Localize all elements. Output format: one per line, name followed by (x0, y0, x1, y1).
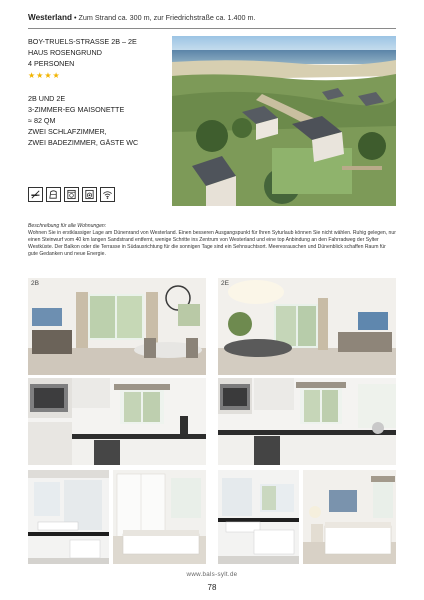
amenity-icons (28, 187, 115, 202)
bedroom-2b-photo (113, 470, 206, 564)
wifi-icon (100, 187, 115, 202)
dishwasher-icon (64, 187, 79, 202)
aerial-photo (172, 36, 396, 206)
bathroom-2b-photo (28, 470, 109, 564)
unit-label-2e: 2E (221, 280, 229, 287)
apartment-size: ≈ 82 QM (28, 116, 56, 125)
kitchen-2e-photo (218, 378, 396, 465)
location-title: Westerland (28, 13, 72, 22)
unit-numbers: 2B UND 2E (28, 94, 66, 103)
location-subtitle: Zum Strand ca. 300 m, zur Friedrichstraße ca. 1.400 m. (78, 13, 256, 22)
page-header (28, 13, 396, 27)
description-title: Beschreibung für alle Wohnungen: (28, 223, 107, 229)
persons-count: 4 PERSONEN (28, 59, 75, 68)
street-address: BOY-TRUELS-STRASSE 2B – 2E (28, 37, 137, 46)
website-url: www.bals-sylt.de (186, 571, 238, 578)
page-number: 78 (207, 583, 217, 592)
header-divider (28, 28, 396, 29)
star-rating: ★★★★ (28, 71, 61, 80)
bedrooms: ZWEI SCHLAFZIMMER, (28, 127, 107, 136)
header-bullet: • (73, 13, 77, 22)
living-room-2e-photo (218, 278, 396, 375)
bedroom-2e-photo (303, 470, 396, 564)
property-info (28, 36, 168, 148)
no-smoking-icon (28, 187, 43, 202)
bathroom-2e-photo (218, 470, 299, 564)
apartment-type: 3-ZIMMER-EG MAISONETTE (28, 105, 125, 114)
description-body: Wohnen Sie in erstklassiger Lage am Dünenrand von Westerland. Einen besseren Ausgangspunkt für Ihren Syturlaub können Sie nicht wählen. Ruhig gelegen, nur einen Steinwurf vom 40 km langen Sandstrand entfernt, wenige Schritte ins Zentrum von Westerland und eine top Anbindung an den Fahrradweg der Sylter Westküste. Der Balkon oder die Terrasse in Südausrichtung für die sonnigen Tage sind ein Sehnsuchtsort. Meeresrauschen und Dünenblick schaffen Raum für gute Gedanken und neue Energie. (28, 230, 396, 257)
beach-chair-icon (46, 187, 61, 202)
washing-machine-icon (82, 187, 97, 202)
bathrooms: ZWEI BADEZIMMER, GÄSTE WC (28, 138, 139, 147)
house-name: HAUS ROSENGRUND (28, 48, 102, 57)
living-room-2b-photo (28, 278, 206, 375)
kitchen-2b-photo (28, 378, 206, 465)
description (28, 223, 396, 258)
unit-label-2b: 2B (31, 280, 39, 287)
